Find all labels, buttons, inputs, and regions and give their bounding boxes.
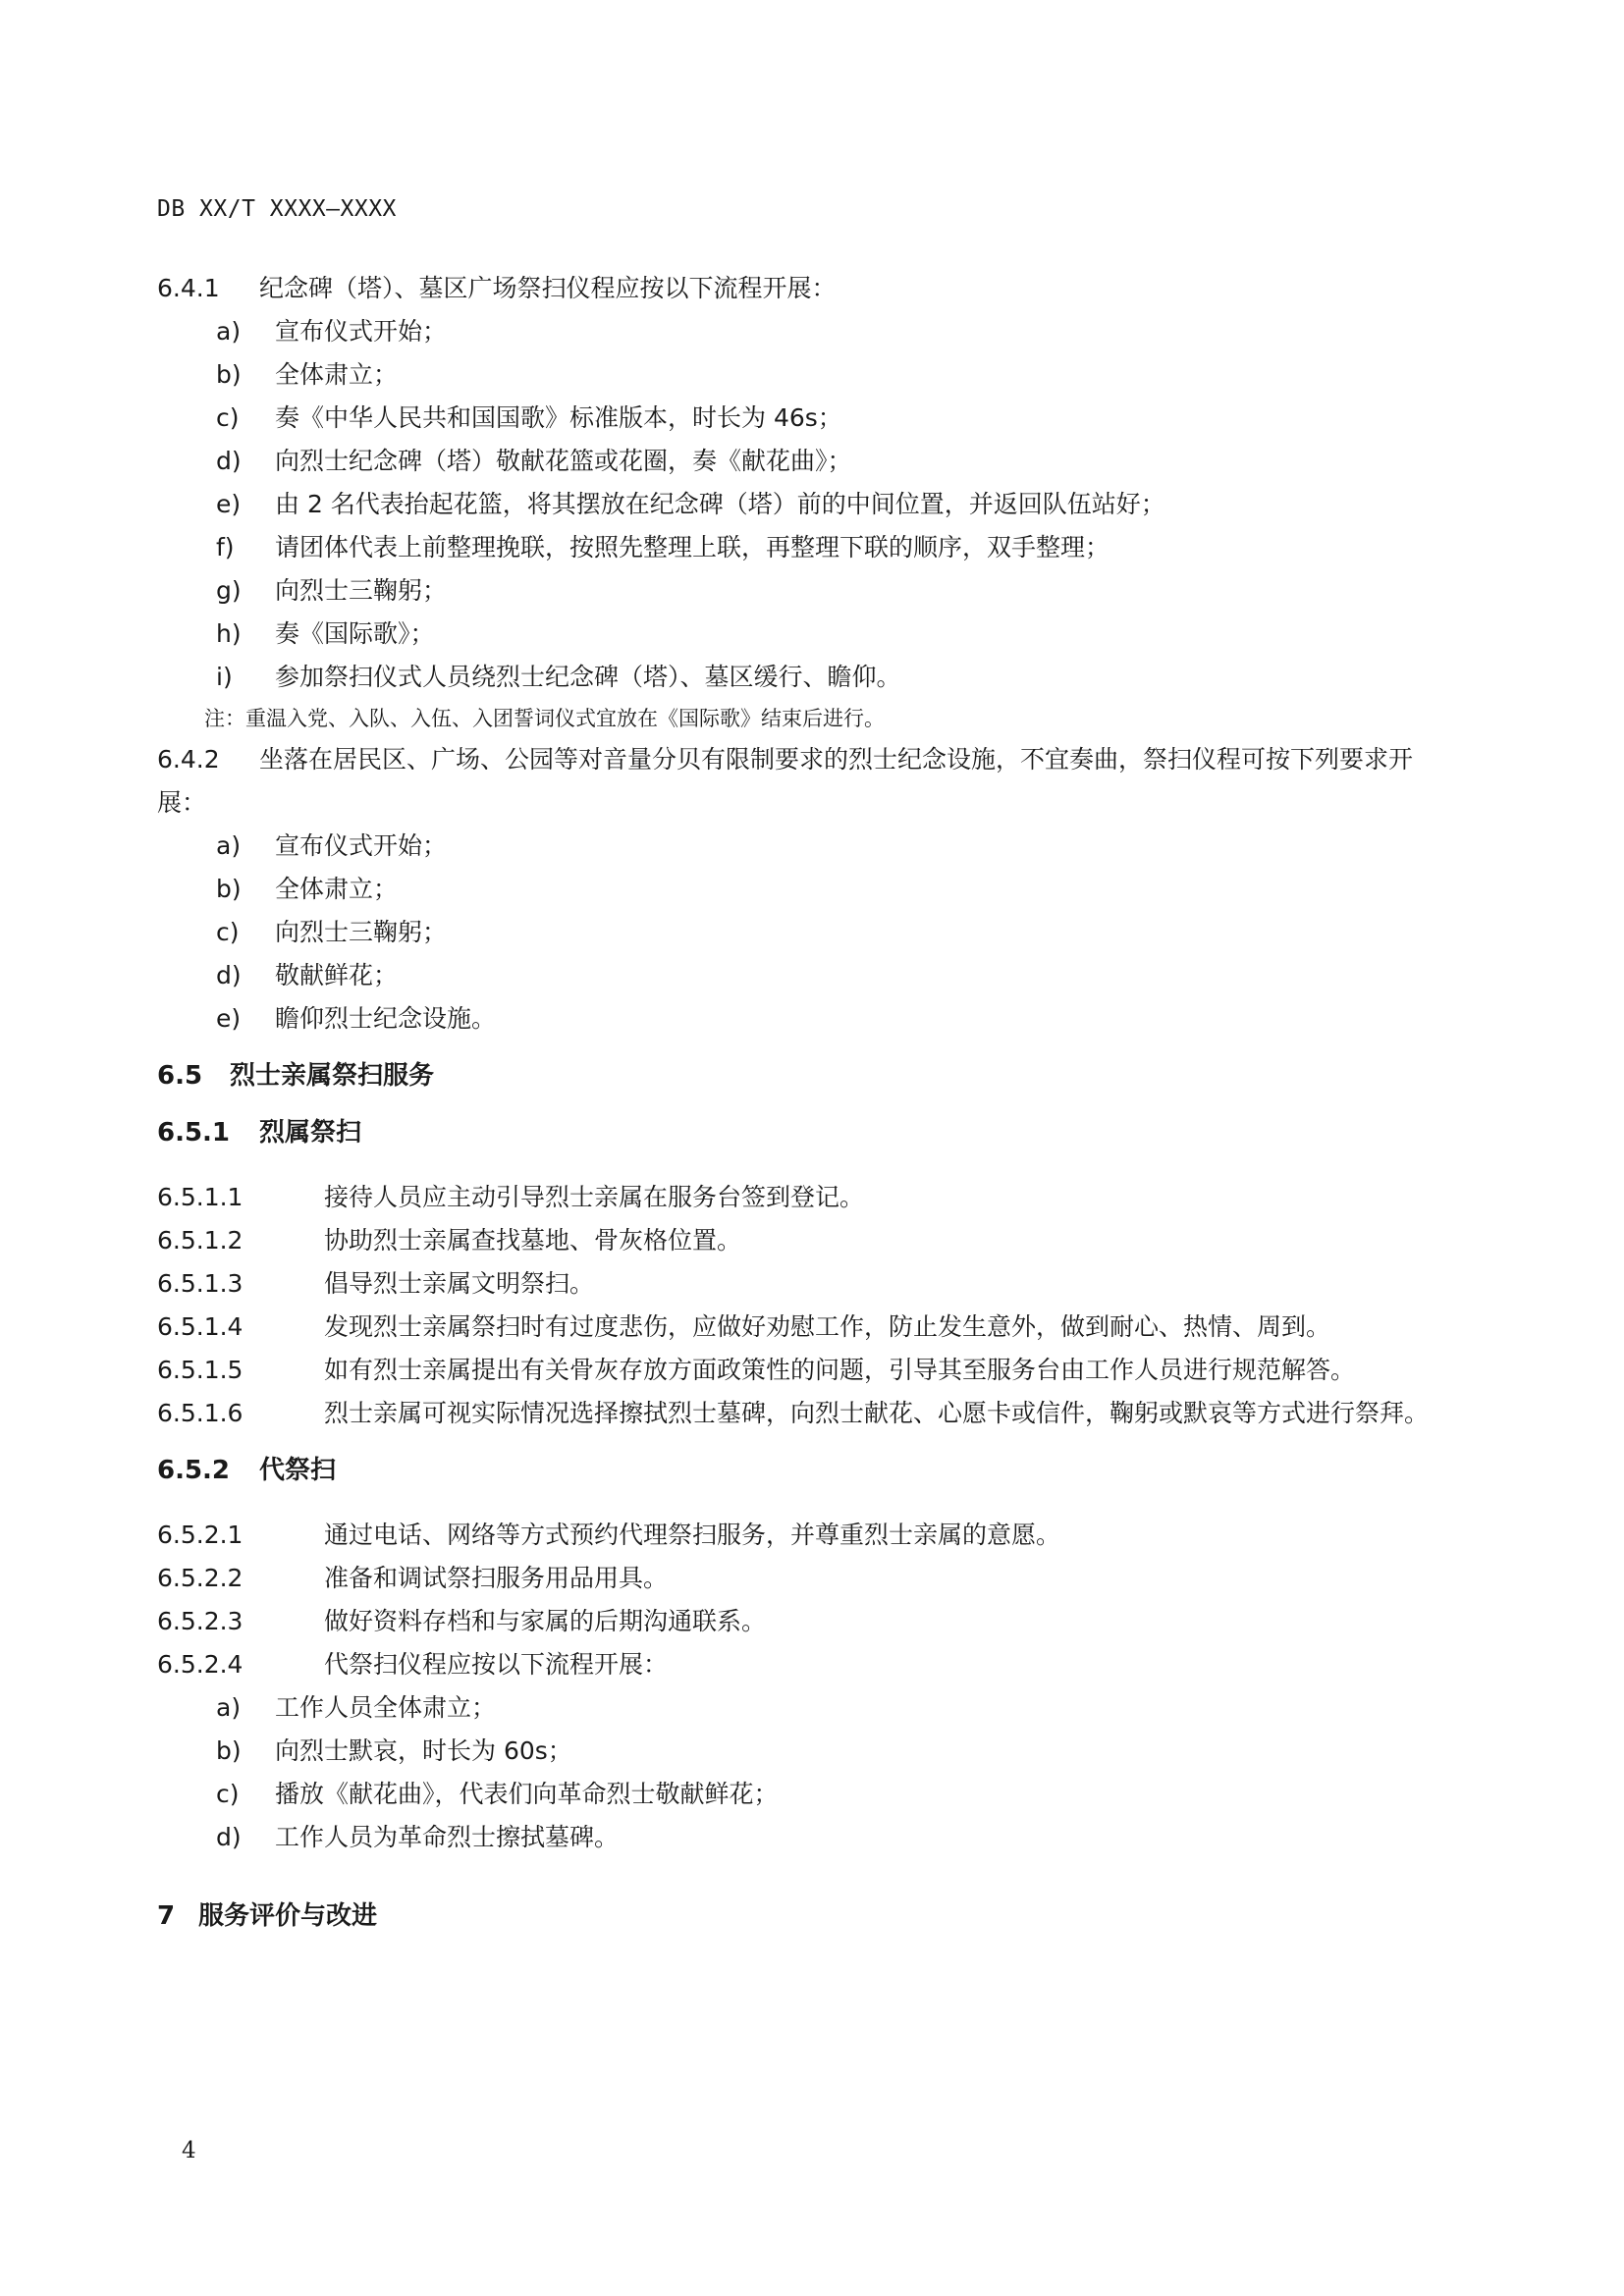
list-item: h) 奏《国际歌》； — [216, 619, 435, 648]
list-item: c) 奏《中华人民共和国国歌》标准版本，时长为 46s； — [216, 403, 842, 432]
section-number: 6.5.1 — [157, 1118, 231, 1148]
clause-6-5-1-3: 6.5.1.3 倡导烈士亲属文明祭扫。 — [157, 1269, 595, 1298]
clause-text: 坐落在居民区、广场、公园等对音量分贝有限制要求的烈士纪念设施，不宜奏曲，祭扫仪程可按下列要求开展： — [157, 745, 1414, 817]
clause-6-5-1-1: 6.5.1.1 接待人员应主动引导烈士亲属在服务台签到登记。 — [157, 1183, 865, 1211]
section-number: 6.5.2 — [157, 1456, 231, 1485]
list-item: a) 宣布仪式开始； — [216, 317, 448, 346]
list-item: c) 向烈士三鞠躬； — [216, 918, 448, 946]
clause-6-5-2-4: 6.5.2.4 代祭扫仪程应按以下流程开展： — [157, 1650, 669, 1679]
clause-number: 6.4.2 — [157, 745, 220, 774]
list-item: d) 向烈士纪念碑（塔）敬献花篮或花圈，奏《献花曲》； — [216, 447, 852, 475]
list-item: e) 由 2 名代表抬起花篮，将其摆放在纪念碑（塔）前的中间位置，并返回队伍站好； — [216, 490, 1165, 518]
section-title: 服务评价与改进 — [198, 1901, 378, 1931]
clause-6-5-1-6: 6.5.1.6 烈士亲属可视实际情况选择擦拭烈士墓碑，向烈士献花、心愿卡或信件，鞠躬或默哀等方式进行祭拜。 — [157, 1399, 1430, 1427]
list-item: d) 工作人员为革命烈士擦拭墓碑。 — [216, 1823, 620, 1851]
clause-6-4-1 — [157, 267, 1453, 310]
document-body — [157, 267, 1453, 1938]
clause-6-5-1-2: 6.5.1.2 协助烈士亲属查找墓地、骨灰格位置。 — [157, 1226, 742, 1255]
list-item: b) 向烈士默哀，时长为 60s； — [216, 1736, 572, 1765]
list-item: c) 播放《献花曲》，代表们向革命烈士敬献鲜花； — [216, 1780, 779, 1808]
clause-6-5-1-5: 6.5.1.5 如有烈士亲属提出有关骨灰存放方面政策性的问题，引导其至服务台由工作人员进行规范解答。 — [157, 1356, 1356, 1384]
document-header: DB XX/T XXXX—XXXX — [157, 196, 397, 222]
list-item: d) 敬献鲜花； — [216, 961, 399, 989]
clause-6-5-2-1: 6.5.2.1 通过电话、网络等方式预约代理祭扫服务，并尊重烈士亲属的意愿。 — [157, 1521, 1061, 1549]
section-number: 7 — [157, 1901, 176, 1931]
clause-number: 6.4.1 — [157, 274, 220, 302]
list-item: a) 宣布仪式开始； — [216, 831, 448, 860]
section-heading-6-5 — [157, 1054, 1453, 1097]
clause-6-4-2 — [157, 738, 1453, 825]
section-title: 代祭扫 — [259, 1456, 337, 1485]
page-number: 4 — [182, 2138, 196, 2163]
section-number: 6.5 — [157, 1061, 203, 1091]
list-item: g) 向烈士三鞠躬； — [216, 576, 448, 605]
list-item: b) 全体肃立； — [216, 875, 399, 903]
clause-text: 纪念碑（塔）、墓区广场祭扫仪程应按以下流程开展： — [259, 274, 837, 302]
section-title: 烈属祭扫 — [259, 1118, 362, 1148]
clause-6-5-2-3: 6.5.2.3 做好资料存档和与家属的后期沟通联系。 — [157, 1607, 767, 1635]
section-heading-7 — [157, 1895, 1453, 1938]
section-heading-6-5-1 — [157, 1111, 1453, 1154]
list-item: i) 参加祭扫仪式人员绕烈士纪念碑（塔）、墓区缓行、瞻仰。 — [216, 663, 901, 691]
list-item: f) 请团体代表上前整理挽联，按照先整理上联，再整理下联的顺序，双手整理； — [216, 533, 1110, 561]
clause-6-5-1-4: 6.5.1.4 发现烈士亲属祭扫时有过度悲伤，应做好劝慰工作，防止发生意外，做到耐心、热情、周到。 — [157, 1312, 1331, 1341]
note: 注：重温入党、入队、入伍、入团誓词仪式宜放在《国际歌》结束后进行。 — [204, 707, 885, 730]
clause-6-5-2-2: 6.5.2.2 准备和调试祭扫服务用品用具。 — [157, 1564, 669, 1592]
list-item: a) 工作人员全体肃立； — [216, 1693, 497, 1722]
section-heading-6-5-2 — [157, 1449, 1453, 1492]
list-item: b) 全体肃立； — [216, 360, 399, 389]
list-item: e) 瞻仰烈士纪念设施。 — [216, 1004, 497, 1033]
section-title: 烈士亲属祭扫服务 — [230, 1061, 435, 1091]
